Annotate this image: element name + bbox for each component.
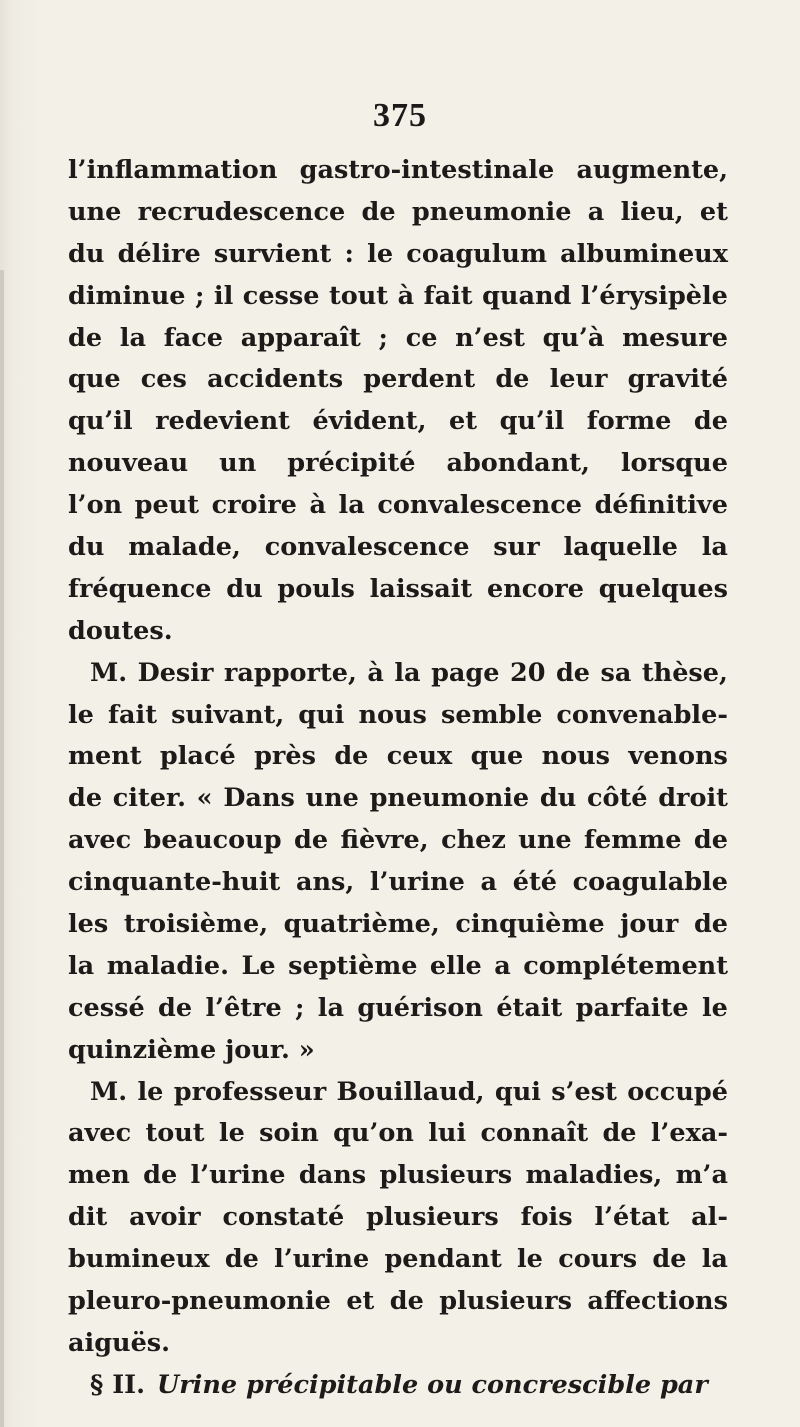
text-line: ment placé près de ceux que nous venons	[68, 741, 728, 772]
text-line: nouveau un précipité abondant, lorsque	[68, 448, 728, 479]
text-line: cinquante-huit ans, l’urine a été coagulable	[68, 867, 728, 898]
text-line: M. Desir rapporte, à la page 20 de sa thèse,	[90, 657, 728, 688]
page-binding-edge	[0, 270, 4, 1427]
text-line: men de l’urine dans plusieurs maladies, m’a	[68, 1160, 728, 1191]
text-line: du malade, convalescence sur laquelle la	[68, 532, 728, 563]
section-heading-prefix: § II.	[90, 1369, 145, 1400]
text-line: qu’il redevient évident, et qu’il forme de	[68, 406, 728, 437]
text-line: quinzième jour. »	[68, 1034, 315, 1065]
text-line: le fait suivant, qui nous semble convenable-	[68, 699, 728, 730]
text-line: doutes.	[68, 615, 173, 646]
text-line: les troisième, quatrième, cinquième jour de	[68, 909, 728, 940]
text-line: une recrudescence de pneumonie a lieu, et	[68, 196, 728, 227]
text-line: bumineux de l’urine pendant le cours de la	[68, 1244, 728, 1275]
text-line: l’inflammation gastro-intestinale augmente,	[68, 155, 728, 185]
page-number: 375	[373, 97, 427, 134]
text-line: que ces accidents perdent de leur gravité	[68, 364, 728, 395]
text-line: M. le professeur Bouillaud, qui s’est occupé	[90, 1076, 728, 1107]
text-line: du délire survient : le coagulum albumineux	[68, 238, 728, 269]
body-text	[68, 150, 728, 1407]
text-line: fréquence du pouls laissait encore quelques	[68, 573, 728, 604]
text-line: cessé de l’être ; la guérison était parfaite le	[68, 992, 728, 1023]
section-heading	[68, 1365, 728, 1407]
section-heading-title: Urine précipitable ou concrescible par	[156, 1369, 708, 1400]
text-line: pleuro-pneumonie et de plusieurs affections	[68, 1286, 728, 1317]
text-line: avec tout le soin qu’on lui connaît de l’exa-	[68, 1118, 728, 1149]
text-line: la maladie. Le septième elle a complétement	[68, 950, 728, 981]
text-line: de la face apparaît ; ce n’est qu’à mesure	[68, 322, 728, 353]
text-line: avec beaucoup de fièvre, chez une femme de	[68, 825, 728, 856]
text-line: diminue ; il cesse tout à fait quand l’érysipèle	[68, 280, 728, 311]
text-line: dit avoir constaté plusieurs fois l’état al-	[68, 1202, 728, 1233]
text-line: de citer. « Dans une pneumonie du côté droit	[68, 783, 728, 814]
text-line: aiguës.	[68, 1327, 171, 1358]
text-line: l’on peut croire à la convalescence définitive	[68, 490, 728, 521]
